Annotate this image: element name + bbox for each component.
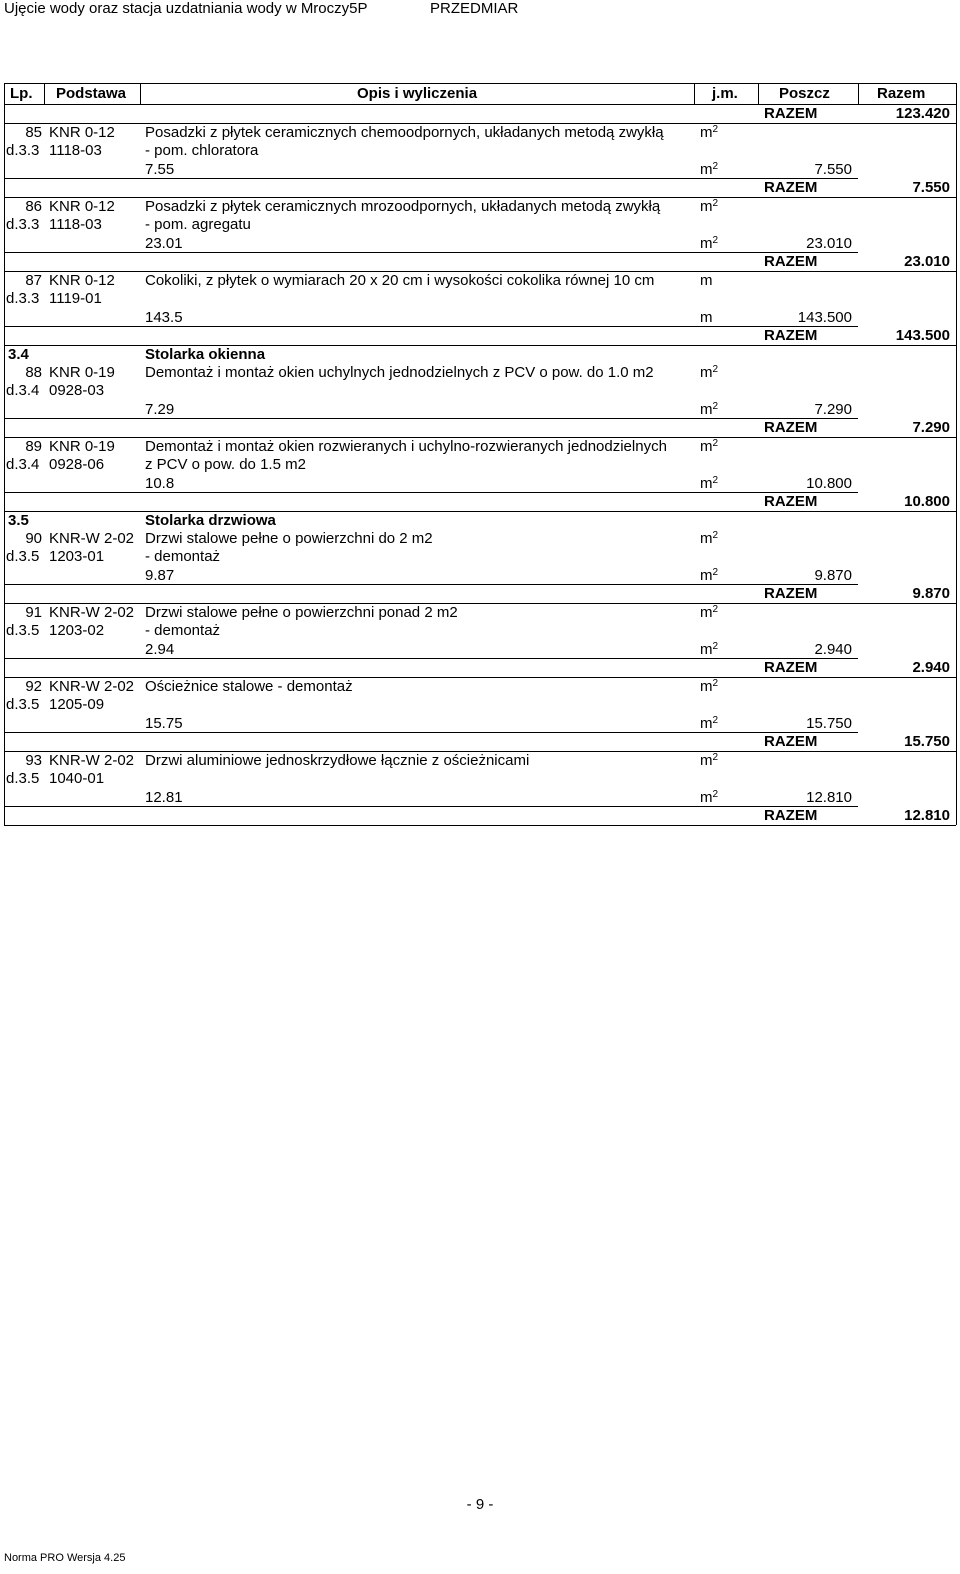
item-poszcz: 15.750 — [806, 715, 852, 732]
item-description-detail: - demontaż — [145, 548, 221, 565]
razem-value: 7.550 — [912, 179, 950, 196]
project-title: Ujęcie wody oraz stacja uzdatniania wody w Mroczy5P — [4, 0, 368, 17]
calc-divider — [4, 658, 858, 659]
page-number: - 9 - — [466, 1496, 494, 1513]
section-title: Stolarka okienna — [145, 346, 266, 363]
item-base-code: 1203-01 — [49, 548, 105, 565]
item-description-detail: - demontaż — [145, 622, 221, 639]
item-calc-unit: m — [700, 309, 713, 326]
header-top-border — [4, 83, 956, 84]
item-calculation: 12.81 — [145, 789, 183, 806]
item-calc-unit: $m^2$ — [700, 235, 719, 252]
item-calculation: 15.75 — [145, 715, 183, 732]
item-calc-unit: $m^2$ — [700, 789, 719, 806]
item-lp: 86 — [25, 198, 42, 215]
col-opis-header: Opis i wyliczenia — [357, 85, 478, 102]
item-description-detail: z PCV o pow. do 1.5 m2 — [145, 456, 306, 473]
document-type: PRZEDMIAR — [430, 0, 519, 17]
razem-value: 7.290 — [912, 419, 950, 436]
item-description-detail: - pom. chloratora — [145, 142, 259, 159]
item-description: Drzwi stalowe pełne o powierzchni ponad 2 m2 — [145, 604, 458, 621]
calc-divider — [4, 418, 858, 419]
razem-value: 123.420 — [895, 105, 950, 122]
page-header — [0, 0, 960, 20]
calc-divider — [4, 806, 858, 807]
item-calculation: 2.94 — [145, 641, 175, 658]
item-lp: 92 — [25, 678, 42, 695]
razem-label: RAZEM — [764, 493, 818, 510]
item-calc-unit: $m^2$ — [700, 715, 719, 732]
item-lp: 85 — [25, 124, 42, 141]
item-calculation: 9.87 — [145, 567, 175, 584]
calc-divider — [4, 584, 858, 585]
column-divider — [956, 83, 957, 825]
item-lp: 89 — [25, 438, 42, 455]
item-base: KNR 0-19 — [49, 364, 115, 381]
item-base-code: 1119-01 — [49, 290, 102, 307]
column-divider — [694, 83, 695, 104]
item-base-code: 1205-09 — [49, 696, 105, 713]
item-lp: 91 — [25, 604, 42, 621]
column-divider — [758, 83, 759, 104]
item-description: Drzwi stalowe pełne o powierzchni do 2 m2 — [145, 530, 433, 547]
item-lp: 88 — [25, 364, 42, 381]
razem-label: RAZEM — [764, 419, 818, 436]
item-base-code: 0928-06 — [49, 456, 105, 473]
item-lp: 93 — [25, 752, 42, 769]
item-lp-ref: d.3.3 — [6, 142, 40, 159]
calc-divider — [4, 732, 858, 733]
item-base-code: 1203-02 — [49, 622, 105, 639]
row-divider — [4, 825, 956, 826]
item-unit: $m^2$ — [700, 604, 719, 621]
item-base: KNR 0-19 — [49, 438, 115, 455]
item-description: Cokoliki, z płytek o wymiarach 20 x 20 cm i wysokości cokolika równej 10 cm — [145, 272, 655, 289]
item-description-detail: - pom. agregatu — [145, 216, 251, 233]
col-razem-header: Razem — [877, 85, 926, 102]
col-poszcz-header: Poszcz — [779, 85, 830, 102]
razem-value: 23.010 — [904, 253, 950, 270]
item-description: Demontaż i montaż okien rozwieranych i uchylno-rozwieranych jednodzielnych — [145, 438, 667, 455]
item-lp-ref: d.3.5 — [6, 696, 40, 713]
razem-label: RAZEM — [764, 807, 818, 824]
item-base: KNR-W 2-02 — [49, 678, 135, 695]
razem-value: 10.800 — [904, 493, 950, 510]
item-lp-ref: d.3.4 — [6, 456, 40, 473]
item-lp-ref: d.3.4 — [6, 382, 40, 399]
item-lp-ref: d.3.5 — [6, 622, 40, 639]
item-unit: $m^2$ — [700, 198, 719, 215]
item-calculation: 143.5 — [145, 309, 183, 326]
razem-value: 9.870 — [912, 585, 950, 602]
item-base: KNR-W 2-02 — [49, 530, 135, 547]
item-poszcz: 7.290 — [814, 401, 852, 418]
razem-label: RAZEM — [764, 659, 818, 676]
razem-value: 143.500 — [895, 327, 950, 344]
column-divider — [858, 83, 859, 104]
item-base: KNR 0-12 — [49, 124, 115, 141]
item-base-code: 1118-03 — [49, 216, 102, 233]
item-base: KNR-W 2-02 — [49, 752, 135, 769]
item-calc-unit: $m^2$ — [700, 161, 719, 178]
item-lp-ref: d.3.5 — [6, 770, 40, 787]
calc-divider — [4, 178, 858, 179]
item-lp: 90 — [25, 530, 42, 547]
item-base: KNR 0-12 — [49, 272, 115, 289]
item-calc-unit: $m^2$ — [700, 641, 719, 658]
item-calculation: 23.01 — [145, 235, 183, 252]
item-lp-ref: d.3.5 — [6, 548, 40, 565]
item-description: Demontaż i montaż okien uchylnych jednodzielnych z PCV o pow. do 1.0 m2 — [145, 364, 654, 381]
razem-value: 12.810 — [904, 807, 950, 824]
item-calc-unit: $m^2$ — [700, 567, 719, 584]
item-base-code: 1118-03 — [49, 142, 102, 159]
item-base: KNR 0-12 — [49, 198, 115, 215]
item-poszcz: 10.800 — [806, 475, 852, 492]
item-unit: $m^2$ — [700, 124, 719, 141]
item-unit: $m^2$ — [700, 364, 719, 381]
item-description: Drzwi aluminiowe jednoskrzydłowe łącznie z ościeżnicami — [145, 752, 530, 769]
item-calculation: 10.8 — [145, 475, 175, 492]
col-podstawa-header: Podstawa — [56, 85, 127, 102]
item-poszcz: 7.550 — [814, 161, 852, 178]
column-divider — [140, 83, 141, 104]
col-jm-header: j.m. — [712, 85, 738, 102]
item-lp: 87 — [25, 272, 42, 289]
razem-label: RAZEM — [764, 327, 818, 344]
column-divider — [44, 83, 45, 104]
item-unit: $m^2$ — [700, 530, 719, 547]
item-base: KNR-W 2-02 — [49, 604, 135, 621]
razem-value: 2.940 — [912, 659, 950, 676]
item-poszcz: 143.500 — [797, 309, 852, 326]
razem-label: RAZEM — [764, 733, 818, 750]
item-base-code: 1040-01 — [49, 770, 105, 787]
calc-divider — [4, 252, 858, 253]
item-lp-ref: d.3.3 — [6, 290, 40, 307]
column-divider — [4, 83, 5, 825]
razem-label: RAZEM — [764, 105, 818, 122]
item-description: Posadzki z płytek ceramicznych chemoodpornych, układanych metodą zwykłą — [145, 124, 664, 141]
item-poszcz: 23.010 — [806, 235, 852, 252]
razem-label: RAZEM — [764, 585, 818, 602]
item-calc-unit: $m^2$ — [700, 475, 719, 492]
item-unit: $m^2$ — [700, 438, 719, 455]
section-number: 3.4 — [8, 346, 29, 363]
item-description: Ościeżnice stalowe - demontaż — [145, 678, 353, 695]
razem-label: RAZEM — [764, 179, 818, 196]
item-calculation: 7.55 — [145, 161, 175, 178]
item-calculation: 7.29 — [145, 401, 175, 418]
software-version: Norma PRO Wersja 4.25 — [4, 1552, 126, 1564]
calc-divider — [4, 326, 858, 327]
item-unit: $m^2$ — [700, 752, 719, 769]
section-number: 3.5 — [8, 512, 29, 529]
calc-divider — [4, 492, 858, 493]
item-base-code: 0928-03 — [49, 382, 105, 399]
razem-value: 15.750 — [904, 733, 950, 750]
section-title: Stolarka drzwiowa — [145, 512, 276, 529]
item-calc-unit: $m^2$ — [700, 401, 719, 418]
item-unit: $m^2$ — [700, 678, 719, 695]
razem-label: RAZEM — [764, 253, 818, 270]
item-poszcz: 2.940 — [814, 641, 852, 658]
item-unit: m — [700, 272, 713, 289]
item-lp-ref: d.3.3 — [6, 216, 40, 233]
item-poszcz: 12.810 — [806, 789, 852, 806]
item-description: Posadzki z płytek ceramicznych mrozoodpornych, układanych metodą zwykłą — [145, 198, 661, 215]
col-lp-header: Lp. — [10, 85, 33, 102]
item-poszcz: 9.870 — [814, 567, 852, 584]
